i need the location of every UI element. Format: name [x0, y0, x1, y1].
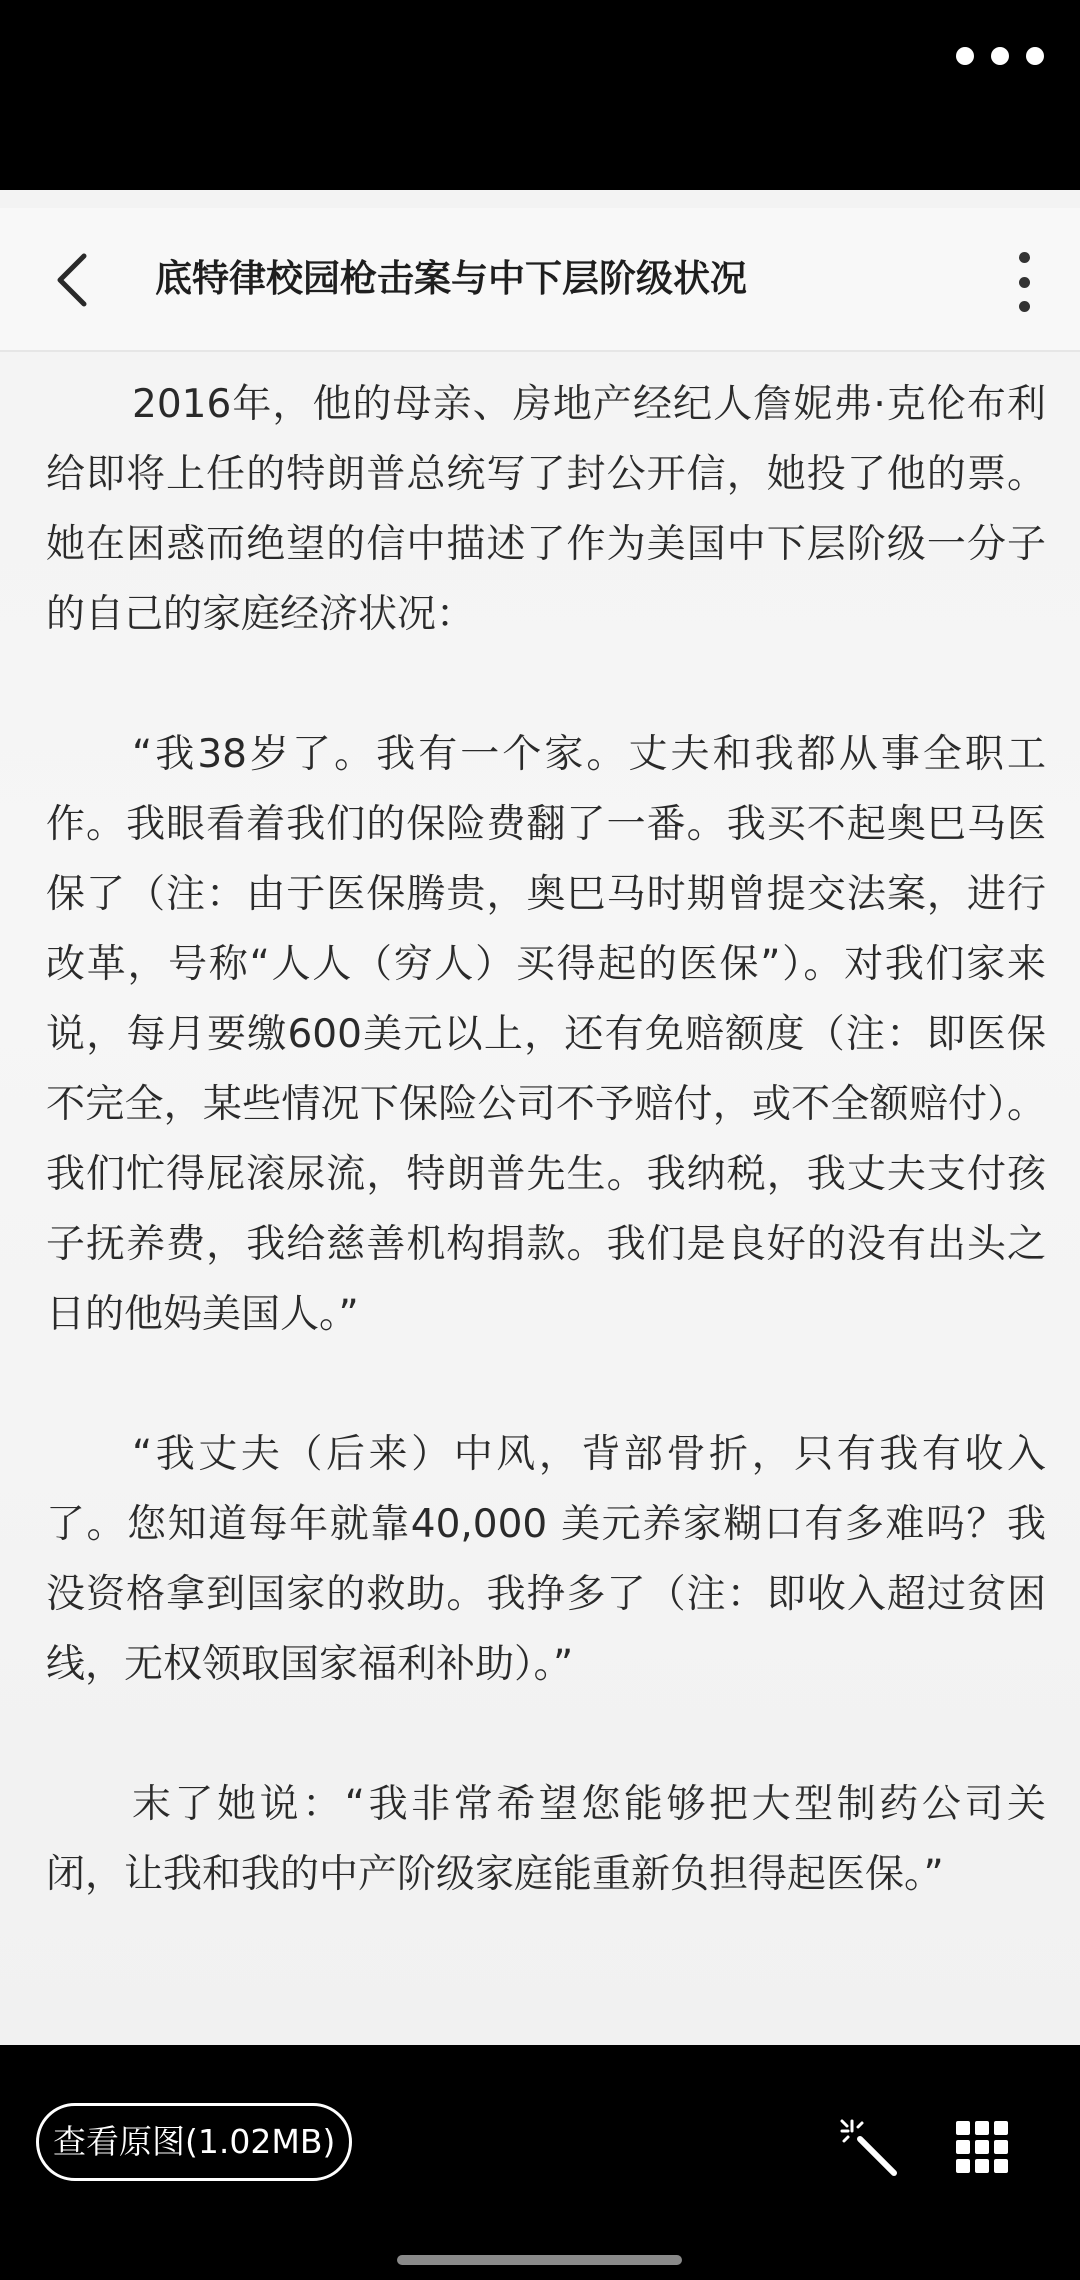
- magic-wand-icon[interactable]: [838, 2117, 900, 2179]
- article-paragraph: 末了她说：“我非常希望您能够把大型制药公司关闭，让我和我的中产阶级家庭能重新负担得起医保。”: [46, 1782, 1046, 1897]
- dot: [991, 47, 1009, 65]
- screenshot-image: [0, 190, 1080, 2045]
- view-original-button[interactable]: 查看原图(1.02MB): [36, 2103, 352, 2181]
- dot: [1026, 47, 1044, 65]
- dot: [1019, 301, 1030, 312]
- article-header: [0, 208, 1080, 352]
- back-arrow-icon[interactable]: [48, 250, 100, 310]
- viewer-bottom-bar: [0, 2045, 1080, 2280]
- grid-cell: [994, 2159, 1008, 2173]
- dot: [956, 47, 974, 65]
- grid-cell: [994, 2121, 1008, 2135]
- grid-cell: [956, 2121, 970, 2135]
- article-title: 底特律校园枪击案与中下层阶级状况: [155, 257, 747, 300]
- more-options-icon[interactable]: [956, 36, 1044, 76]
- dot: [1019, 277, 1030, 288]
- dot: [1019, 252, 1030, 263]
- article-body: [46, 370, 1046, 1980]
- grid-icon[interactable]: [956, 2121, 1008, 2173]
- article-paragraph: 2016年，他的母亲、房地产经纪人詹妮弗·克伦布利给即将上任的特朗普总统写了封公开信，她投了他的票。她在困惑而绝望的信中描述了作为美国中下层阶级一分子的自己的家庭经济状况：: [46, 382, 1046, 637]
- grid-cell: [975, 2121, 989, 2135]
- viewer-top-bar: [0, 0, 1080, 190]
- more-vertical-icon[interactable]: [1014, 252, 1034, 312]
- grid-cell: [956, 2159, 970, 2173]
- article-paragraph: “我38岁了。我有一个家。丈夫和我都从事全职工作。我眼看着我们的保险费翻了一番。我买不起奥巴马医保了（注：由于医保腾贵，奥巴马时期曾提交法案，进行改革，号称“人人（穷人）买得起的医保”）。对我们家来说，每月要缴600美元以上，还有免赔额度（注：即医保不完全，某些情况下保险公司不予赔付，或不全额赔付）。我们忙得屁滚尿流，特朗普先生。我纳税，我丈夫支付孩子抚养费，我给慈善机构捐款。我们是良好的没有出头之日的他妈美国人。”: [46, 732, 1046, 1337]
- grid-cell: [994, 2140, 1008, 2154]
- grid-cell: [956, 2140, 970, 2154]
- grid-cell: [975, 2140, 989, 2154]
- home-indicator[interactable]: [397, 2255, 682, 2265]
- grid-cell: [975, 2159, 989, 2173]
- article-paragraph: “我丈夫（后来）中风，背部骨折，只有我有收入了。您知道每年就靠40,000 美元养家糊口有多难吗？我没资格拿到国家的救助。我挣多了（注：即收入超过贫困线，无权领取国家福利补助）。”: [46, 1432, 1046, 1687]
